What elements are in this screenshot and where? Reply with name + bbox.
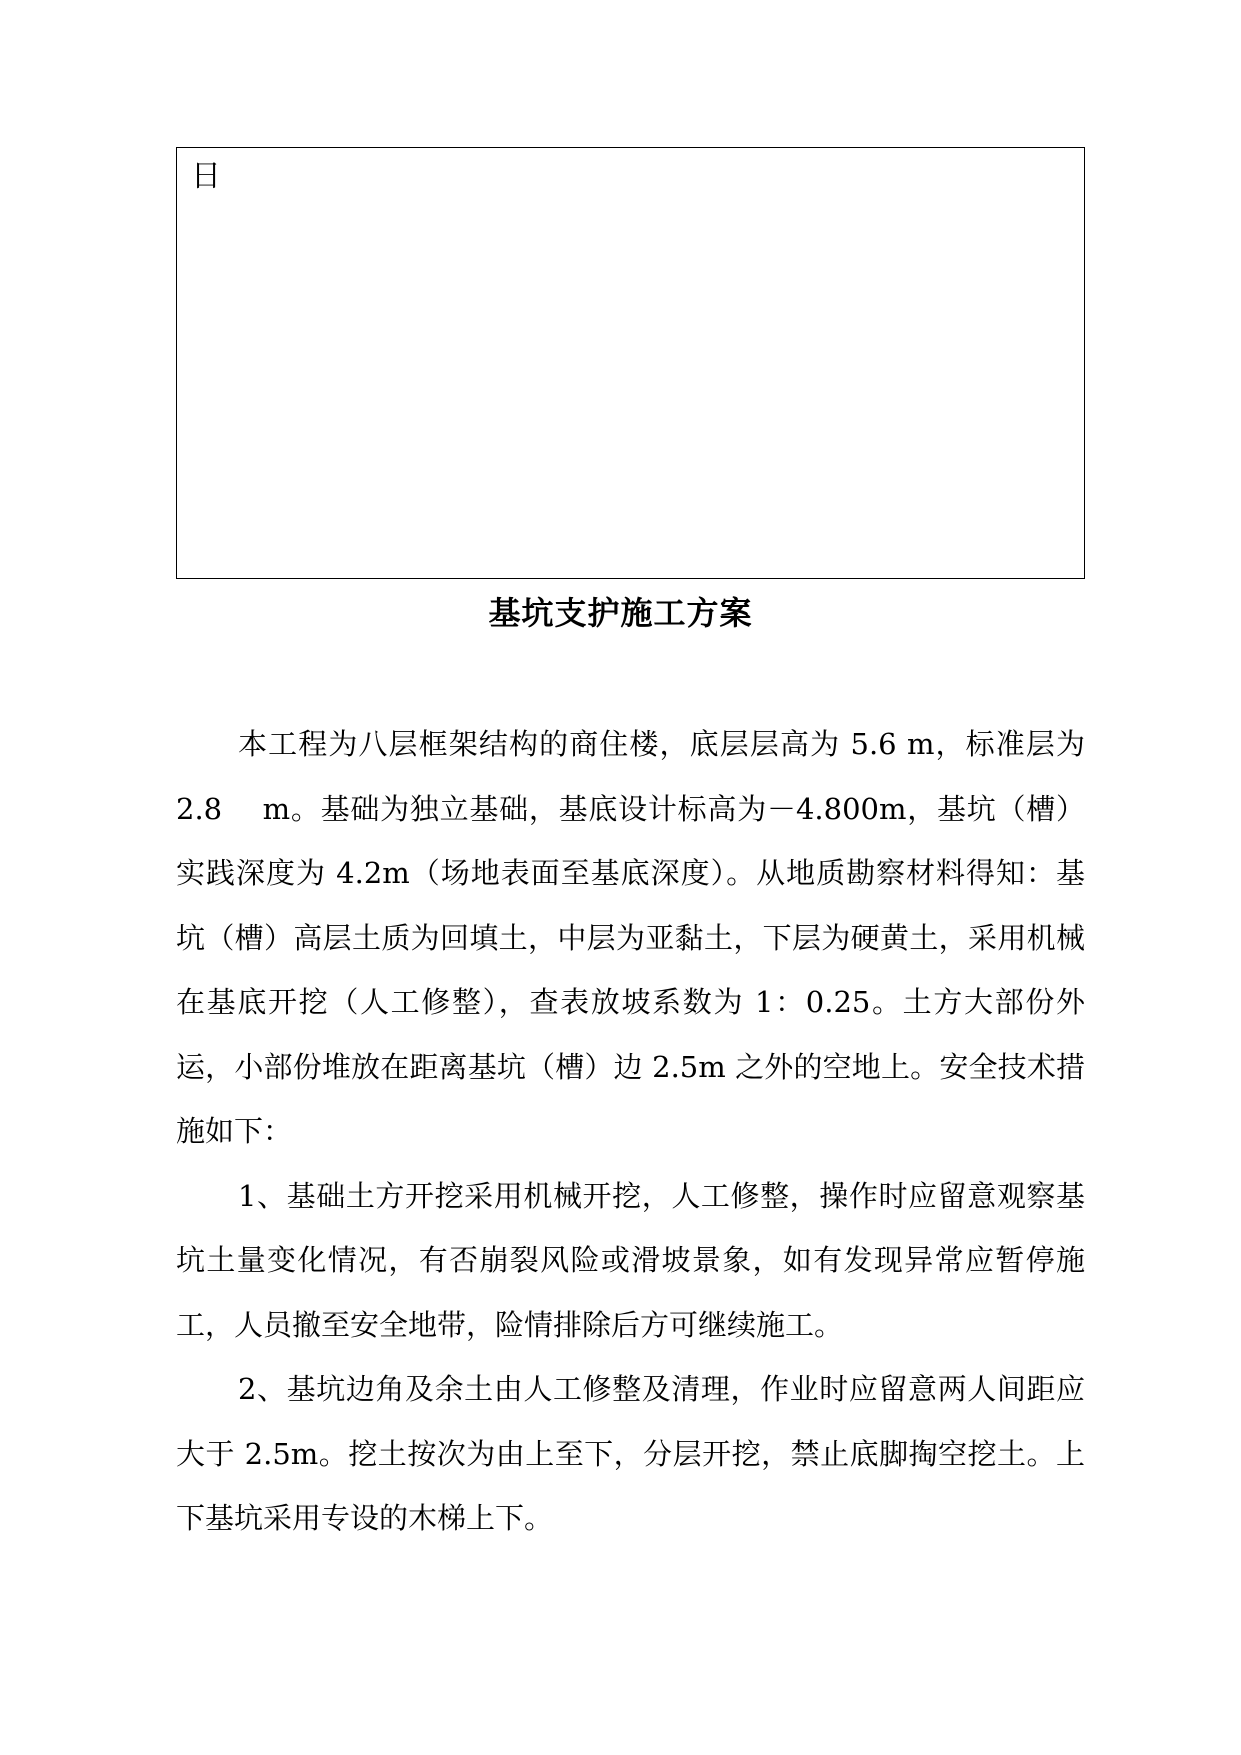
document-body — [176, 712, 1085, 1551]
header-box — [176, 147, 1085, 579]
paragraph-item-2: 2、基坑边角及余土由人工修整及清理，作业时应留意两人间距应大于 2.5m。挖土按次为由上至下，分层开挖，禁止底脚掏空挖土。上下基坑采用专设的木梯上下。 — [176, 1372, 1085, 1535]
paragraph-intro: 本工程为八层框架结构的商住楼，底层层高为 5.6 m，标准层为 2.8 m。基础为独立基础，基底设计标高为－4.800m，基坑（槽）实践深度为 4.2m（场地表面至基底深度）。从地质勘察材料得知：基坑（槽）高层土质为回填土，中层为亚黏土，下层为硬黄土，采用机械在基底开挖（人工修整），查表放坡系数为 1：0.25。土方大部份外运，小部份堆放在距离基坑（槽）边 2.5m 之外的空地上。安全技术措施如下： — [176, 727, 1085, 1148]
header-box-text: 日 — [191, 159, 221, 194]
paragraph-item-1: 1、基础土方开挖采用机械开挖，人工修整，操作时应留意观察基坑土量变化情况，有否崩裂风险或滑坡景象，如有发现异常应暂停施工，人员撤至安全地带，险情排除后方可继续施工。 — [176, 1178, 1085, 1342]
document-title: 基坑支护施工方案 — [488, 594, 753, 632]
